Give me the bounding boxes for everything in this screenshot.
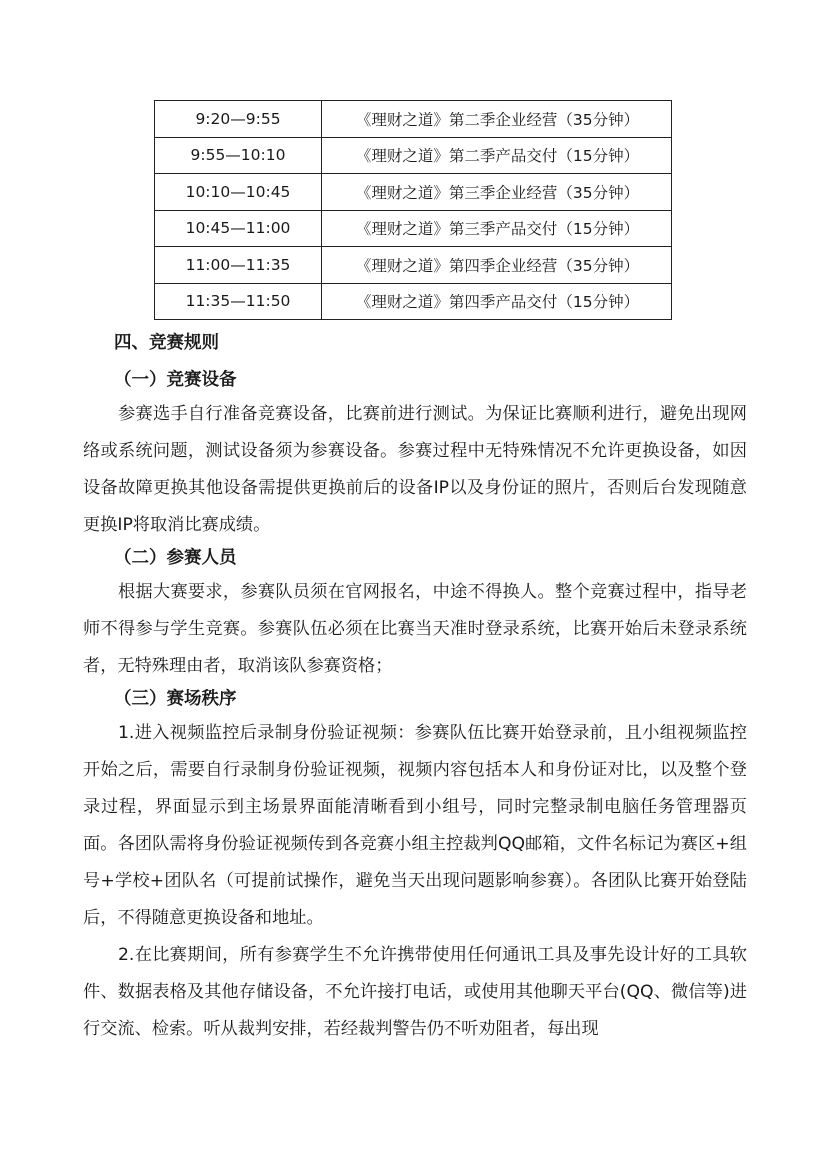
paragraph-text: 根据大赛要求，参赛队员须在官网报名，中途不得换人。整个竞赛过程中，指导老师不得参与学生竞赛。参赛队伍必须在比赛当天准时登录系统，比赛开始后未登录系统者，无特殊理由者，取消该队参赛资格； <box>83 582 747 676</box>
time-cell: 11:00—11:35 <box>155 247 322 284</box>
subsection-heading-order: （三）赛场秩序 <box>114 689 237 709</box>
table-row <box>155 247 672 284</box>
time-cell: 11:35—11:50 <box>155 283 322 320</box>
paragraph-equipment <box>83 396 747 544</box>
paragraph-text: 参赛选手自行准备竞赛设备，比赛前进行测试。为保证比赛顺利进行，避免出现网络或系统问题，测试设备须为参赛设备。参赛过程中无特殊情况不允许更换设备，如因设备故障更换其他设备需提供更换前后的设备IP以及身份证的照片，否则后台发现随意更换IP将取消比赛成绩。 <box>83 404 747 535</box>
content-cell: 《理财之道》第四季产品交付（15分钟） <box>322 283 672 320</box>
content-cell: 《理财之道》第二季企业经营（35分钟） <box>322 101 672 138</box>
time-cell: 10:10—10:45 <box>155 174 322 211</box>
content-cell: 《理财之道》第二季产品交付（15分钟） <box>322 137 672 174</box>
time-cell: 9:20—9:55 <box>155 101 322 138</box>
subsection-heading-equipment: （一）竞赛设备 <box>114 370 237 390</box>
time-cell: 10:45—11:00 <box>155 210 322 247</box>
content-cell: 《理财之道》第四季企业经营（35分钟） <box>322 247 672 284</box>
paragraph-text: 1.进入视频监控后录制身份验证视频：参赛队伍比赛开始登录前，且小组视频监控开始之后，需要自行录制身份验证视频，视频内容包括本人和身份证对比，以及整个登录过程，界面显示到主场景界面能清晰看到小组号，同时完整录制电脑任务管理器页面。各团队需将身份验证视频传到各竞赛小组主控裁判QQ邮箱，文件名标记为赛区+组号+学校+团队名（可提前试操作，避免当天出现问题影响参赛）。各团队比赛开始登陆后，不得随意更换设备和地址。 <box>83 723 747 928</box>
schedule-table <box>154 100 672 320</box>
paragraph-participants <box>83 574 747 685</box>
paragraph-order-item1 <box>83 715 747 937</box>
section-heading: 四、竞赛规则 <box>114 333 219 353</box>
paragraph-text: 2.在比赛期间，所有参赛学生不允许携带使用任何通讯工具及事先设计好的工具软件、数据表格及其他存储设备，不允许接打电话，或使用其他聊天平台(QQ、微信等)进行交流、检索。听从裁判安排，若经裁判警告仍不听劝阻者，每出现 <box>83 945 747 1039</box>
paragraph-order-item2 <box>83 937 747 1048</box>
table-row <box>155 174 672 211</box>
table-row <box>155 101 672 138</box>
content-cell: 《理财之道》第三季产品交付（15分钟） <box>322 210 672 247</box>
content-cell: 《理财之道》第三季企业经营（35分钟） <box>322 174 672 211</box>
subsection-heading-participants: （二）参赛人员 <box>114 548 237 568</box>
time-cell: 9:55—10:10 <box>155 137 322 174</box>
table-row <box>155 137 672 174</box>
table-row <box>155 283 672 320</box>
table-row <box>155 210 672 247</box>
